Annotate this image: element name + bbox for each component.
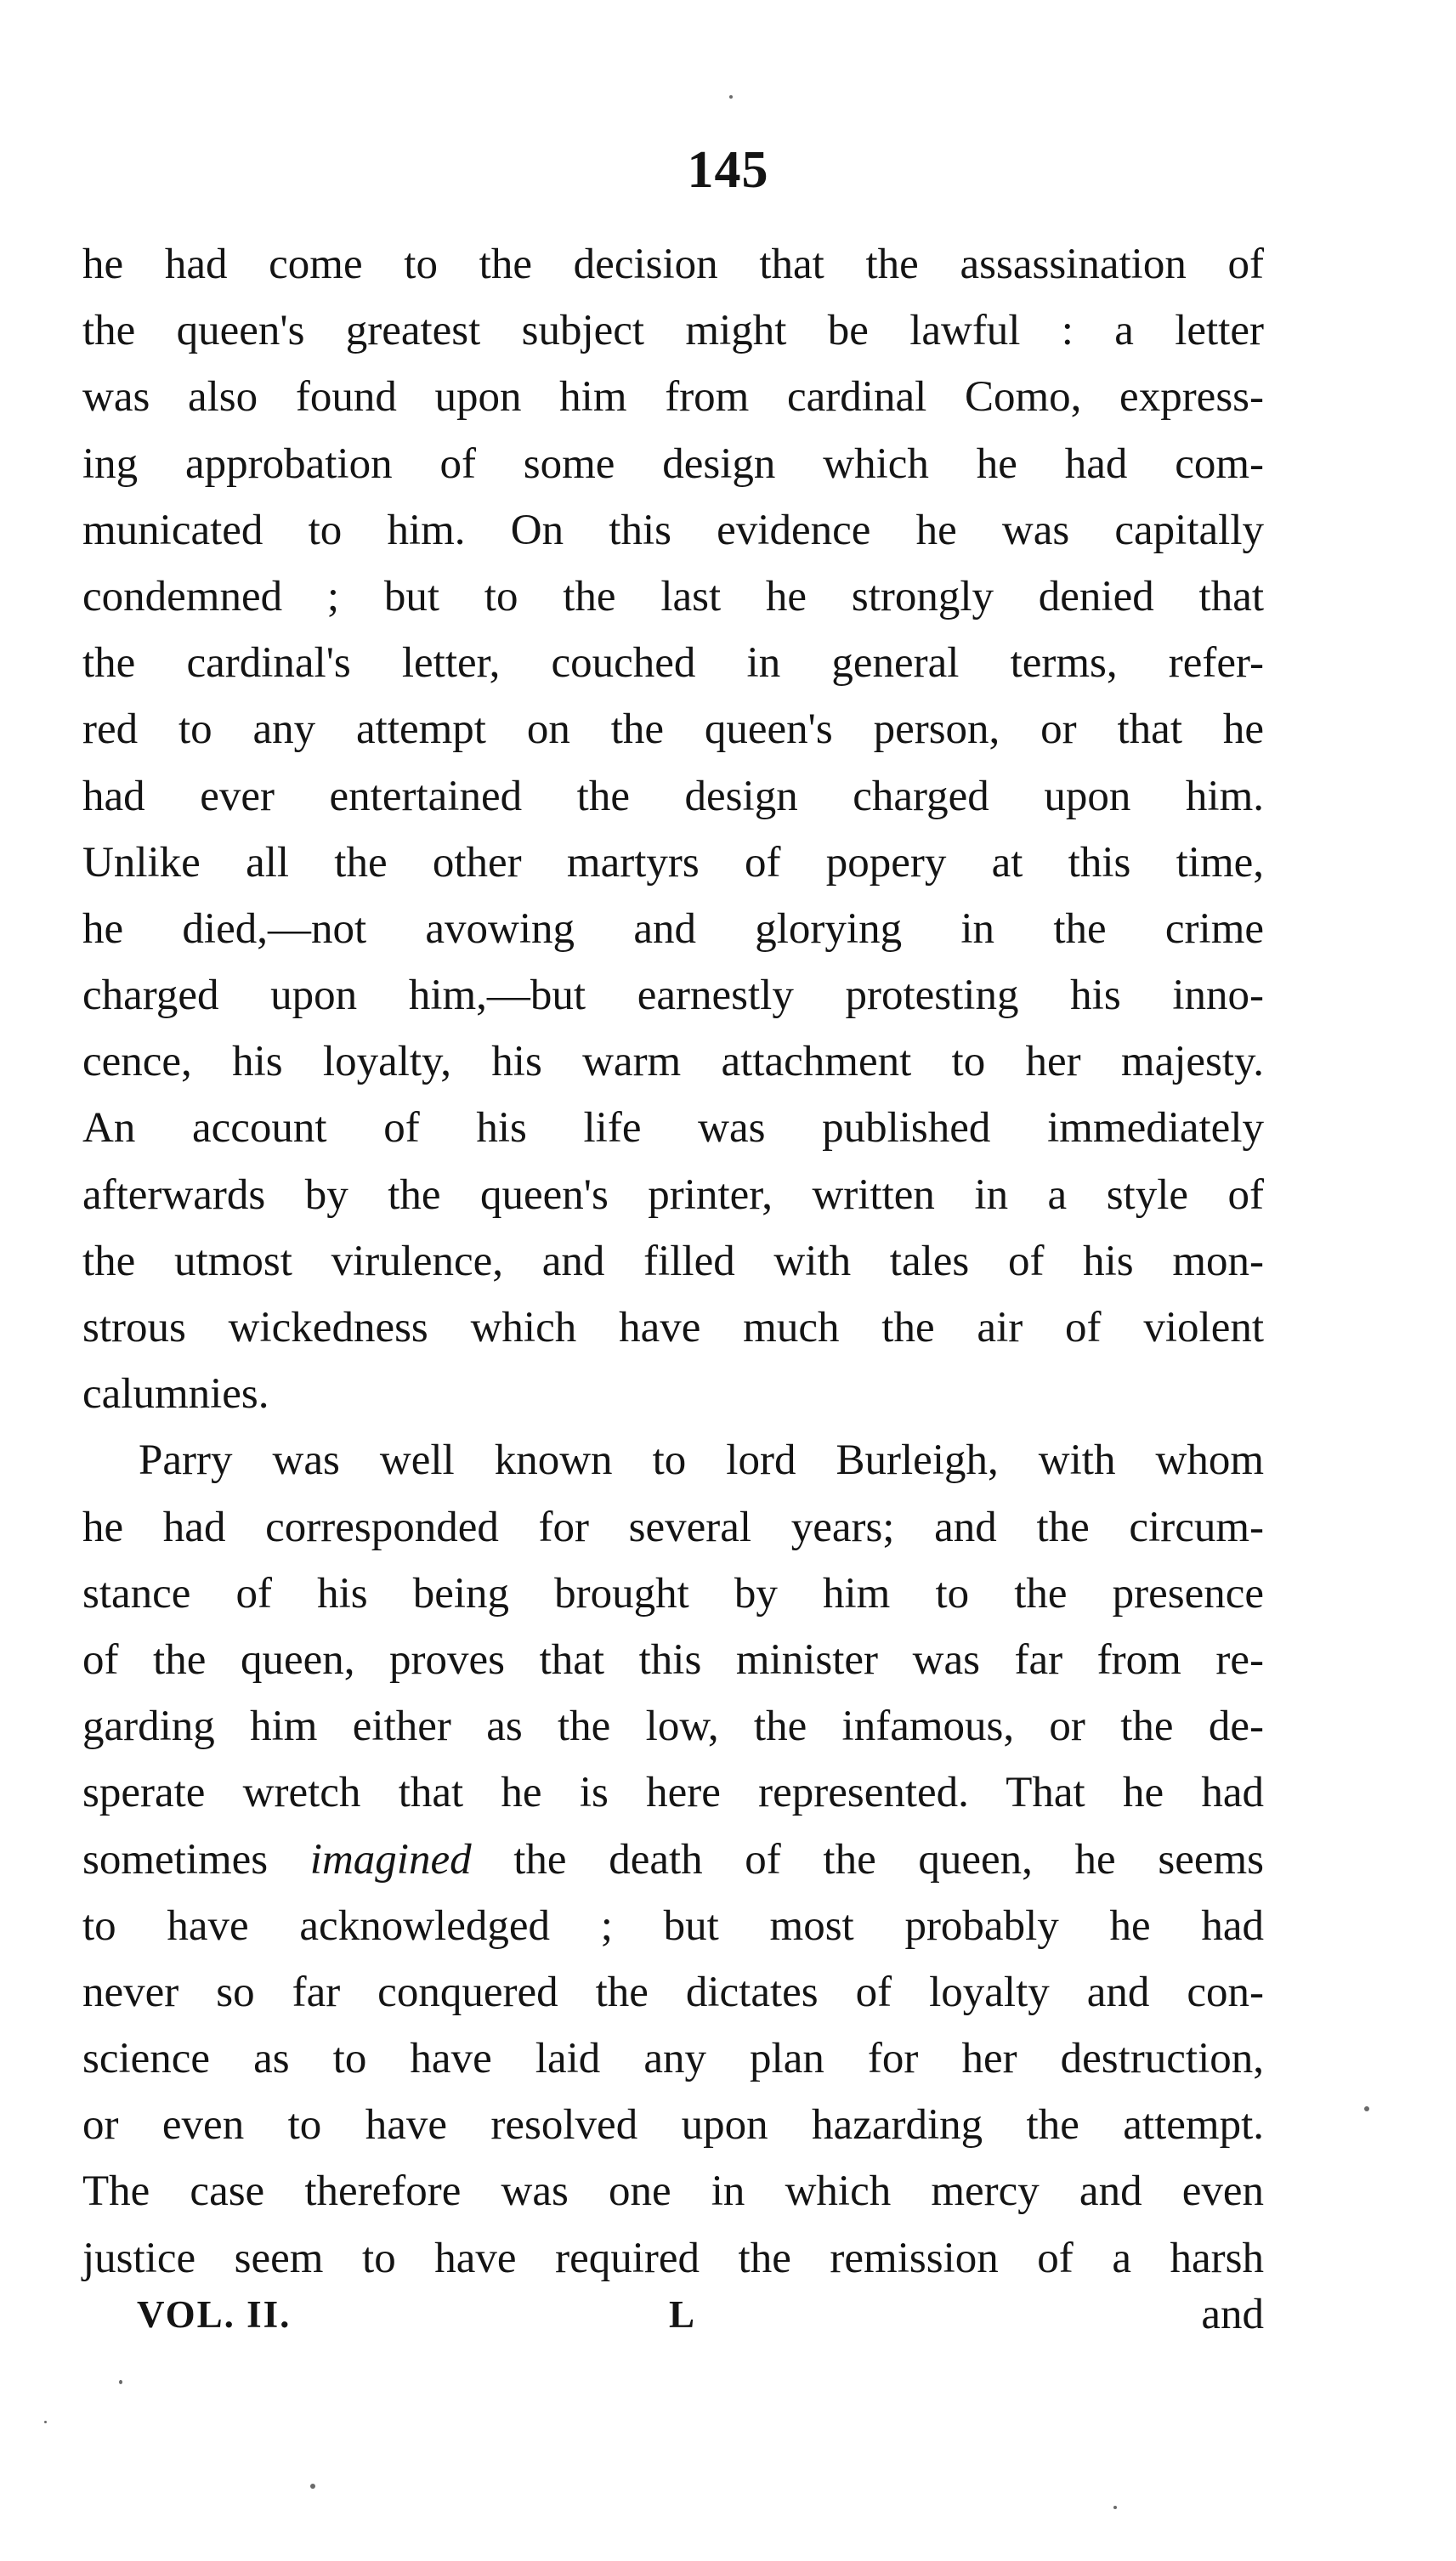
page-footer bbox=[82, 2285, 1264, 2344]
signature-letter: L bbox=[669, 2293, 695, 2336]
text-line: stance of his being brought by him to the presence bbox=[82, 1569, 1264, 1618]
text-line: Unlike all the other martyrs of popery at this time, bbox=[82, 838, 1264, 887]
text-line: never so far conquered the dictates of loyalty and con- bbox=[82, 1968, 1264, 2016]
text-line: red to any attempt on the queen's person, or that he bbox=[82, 705, 1264, 754]
text-line: justice seem to have required the remission of a harsh bbox=[82, 2234, 1264, 2282]
text-line: garding him either as the low, the infamous, or the de- bbox=[82, 1703, 1264, 1751]
text-line: he had corresponded for several years; and the circum- bbox=[82, 1503, 1264, 1551]
text-line: he died,—not avowing and glorying in the crime bbox=[82, 904, 1264, 953]
text-line: or even to have resolved upon hazarding the attempt. bbox=[82, 2101, 1264, 2150]
catchword: and bbox=[1201, 2291, 1264, 2338]
italic-word: imagined bbox=[309, 1835, 472, 1884]
signature-volume: VOL. II. bbox=[137, 2293, 292, 2336]
text-line: municated to him. On this evidence he was capitally bbox=[82, 506, 1264, 554]
text-line: science as to have laid any plan for her destruction, bbox=[82, 2035, 1264, 2083]
text-line: of the queen, proves that this minister was far from re- bbox=[82, 1635, 1264, 1684]
text-line: condemned ; but to the last he strongly denied that bbox=[82, 572, 1264, 620]
text-line: sperate wretch that he is here represented. That he had bbox=[82, 1769, 1264, 1817]
text-line: Parry was well known to lord Burleigh, with whom bbox=[139, 1436, 1264, 1485]
text-line: calumnies. bbox=[82, 1370, 269, 1419]
text-line: An account of his life was published immediately bbox=[82, 1104, 1264, 1153]
text-fragment: sometimes bbox=[82, 1835, 310, 1884]
text-line: ing approbation of some design which he had com- bbox=[82, 439, 1264, 488]
paper-speck bbox=[119, 2380, 122, 2384]
page-number: 145 bbox=[687, 141, 769, 199]
text-line: the utmost virulence, and filled with tales of his mon- bbox=[82, 1237, 1264, 1285]
text-line: he had come to the decision that the assassination of bbox=[82, 241, 1264, 288]
text-line: to have acknowledged ; but most probably he had bbox=[82, 1901, 1264, 1950]
text-line: The case therefore was one in which mercy and even bbox=[82, 2167, 1264, 2216]
paper-speck bbox=[1364, 2106, 1369, 2111]
text-line: charged upon him,—but earnestly protesting his inno- bbox=[82, 972, 1264, 1020]
text-line: strous wickedness which have much the air of violent bbox=[82, 1304, 1264, 1351]
text-line: the queen's greatest subject might be lawful : a letter bbox=[82, 307, 1264, 355]
text-fragment: the death of the queen, he seems bbox=[471, 1835, 1264, 1884]
text-line: was also found upon him from cardinal Como, express- bbox=[82, 373, 1264, 422]
paper-speck bbox=[729, 95, 733, 99]
paper-speck bbox=[1113, 2506, 1117, 2509]
text-line: had ever entertained the design charged upon him. bbox=[82, 772, 1264, 820]
text-line-italic bbox=[82, 1827, 1264, 1893]
text-line: cence, his loyalty, his warm attachment to her majesty. bbox=[82, 1038, 1264, 1086]
body-text bbox=[82, 231, 1264, 2292]
text-line: the cardinal's letter, couched in general terms, refer- bbox=[82, 639, 1264, 688]
paper-speck bbox=[310, 2484, 315, 2489]
text-line: afterwards by the queen's printer, written in a style of bbox=[82, 1170, 1264, 1219]
paper-speck bbox=[44, 2421, 47, 2423]
